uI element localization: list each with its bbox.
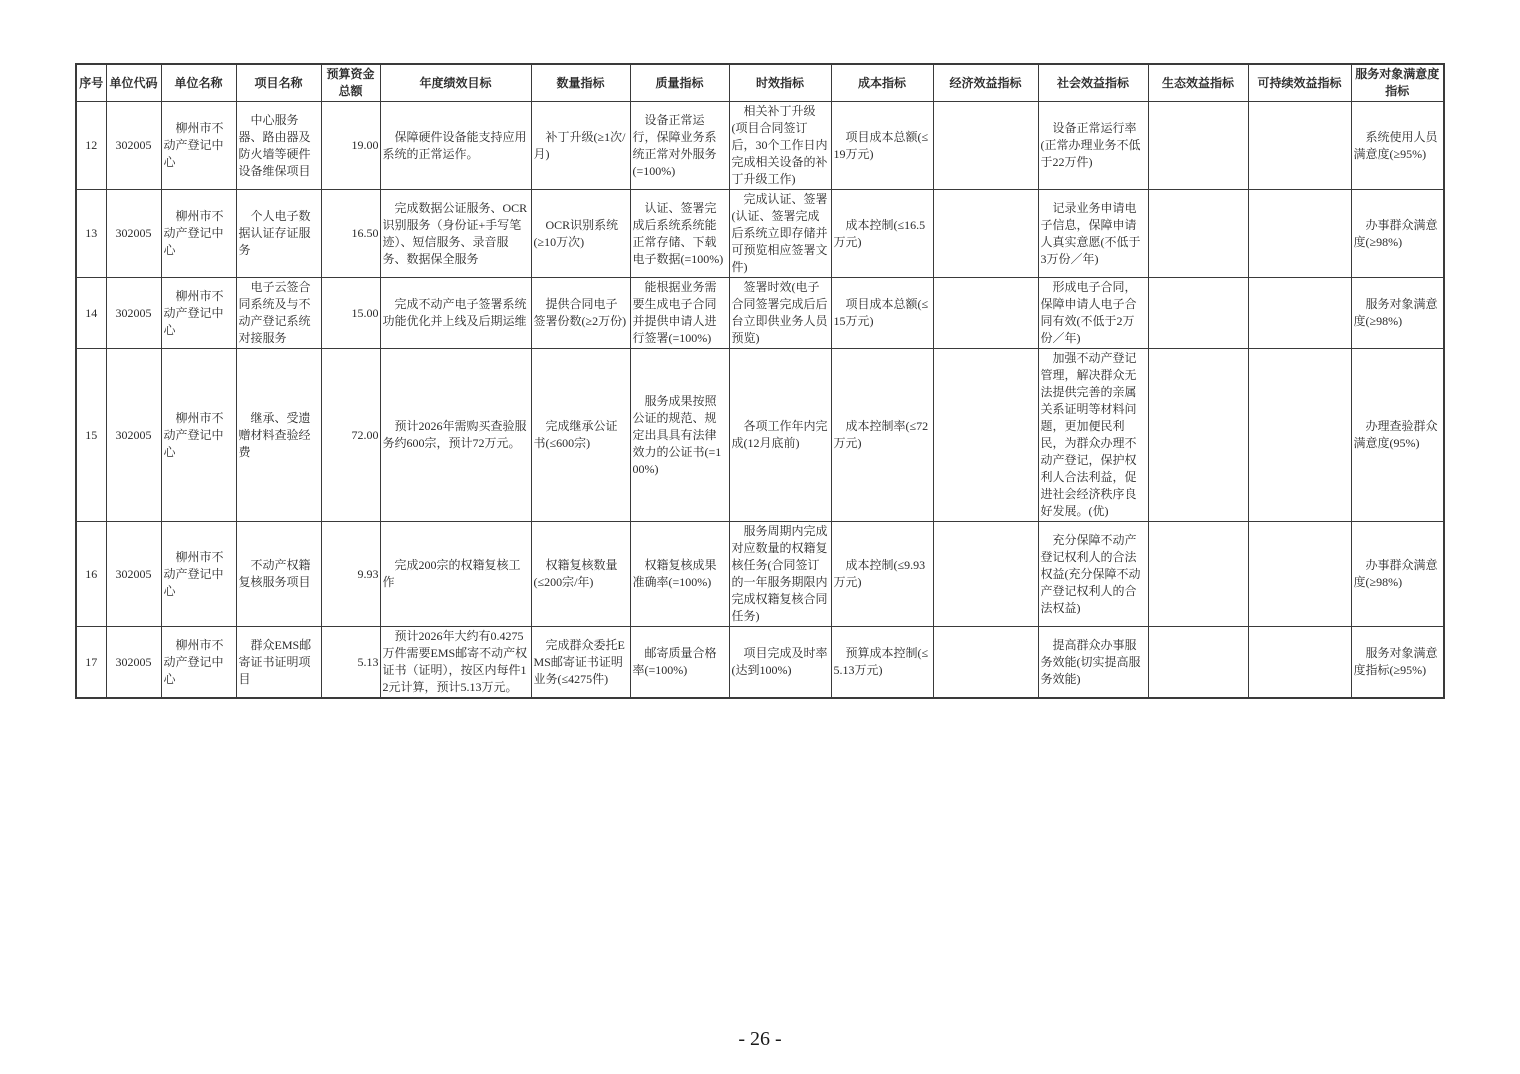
table-cell	[933, 190, 1038, 278]
table-cell: 完成继承公证书(≤600宗)	[531, 349, 630, 522]
table-cell: 保障硬件设备能支持应用系统的正常运作。	[380, 102, 531, 190]
table-cell: 项目成本总额(≤15万元)	[831, 278, 933, 349]
table-cell	[1148, 627, 1248, 699]
table-cell: 个人电子数据认证存证服务	[236, 190, 321, 278]
table-cell: 19.00	[321, 102, 380, 190]
table-cell: 14	[76, 278, 106, 349]
table-row	[76, 349, 1444, 522]
table-cell: 302005	[106, 278, 161, 349]
table-cell	[1248, 190, 1351, 278]
table-cell: 16.50	[321, 190, 380, 278]
table-cell: 设备正常运行率(正常办理业务不低于22万件)	[1038, 102, 1148, 190]
table-cell: 项目成本总额(≤19万元)	[831, 102, 933, 190]
table-cell	[1148, 190, 1248, 278]
table-cell: 完成200宗的权籍复核工作	[380, 522, 531, 627]
table-cell	[1248, 349, 1351, 522]
table-cell: 设备正常运行，保障业务系统正常对外服务(=100%)	[630, 102, 729, 190]
column-header: 数量指标	[531, 64, 630, 102]
table-cell: 302005	[106, 102, 161, 190]
table-cell: 签署时效(电子合同签署完成后后台立即供业务人员预览)	[729, 278, 831, 349]
table-cell: 各项工作年内完成(12月底前)	[729, 349, 831, 522]
table-cell: 系统使用人员满意度(≥95%)	[1351, 102, 1444, 190]
table-cell: 9.93	[321, 522, 380, 627]
table-cell: 完成认证、签署(认证、签署完成后系统立即存储并可预览相应签署文件)	[729, 190, 831, 278]
table-cell: 12	[76, 102, 106, 190]
table-cell: 充分保障不动产登记权利人的合法权益(充分保障不动产登记权利人的合法权益)	[1038, 522, 1148, 627]
table-cell: 相关补丁升级(项目合同签订后，30个工作日内完成相关设备的补丁升级工作)	[729, 102, 831, 190]
table-cell	[1248, 627, 1351, 699]
table-row	[76, 278, 1444, 349]
table-cell: 完成群众委托EMS邮寄证书证明业务(≤4275件)	[531, 627, 630, 699]
table-cell: 15	[76, 349, 106, 522]
table-cell: 项目完成及时率(达到100%)	[729, 627, 831, 699]
table-cell: 72.00	[321, 349, 380, 522]
table-cell: 提高群众办事服务效能(切实提高服务效能)	[1038, 627, 1148, 699]
table-cell: 提供合同电子签署份数(≥2万份)	[531, 278, 630, 349]
table-cell: 邮寄质量合格率(=100%)	[630, 627, 729, 699]
table-cell: 13	[76, 190, 106, 278]
table-cell: 完成不动产电子签署系统功能优化并上线及后期运维	[380, 278, 531, 349]
column-header: 预算资金总额	[321, 64, 380, 102]
column-header: 成本指标	[831, 64, 933, 102]
table-cell	[1148, 522, 1248, 627]
table-row	[76, 522, 1444, 627]
table-cell	[1248, 278, 1351, 349]
table-cell: 预算成本控制(≤5.13万元)	[831, 627, 933, 699]
column-header: 质量指标	[630, 64, 729, 102]
column-header: 社会效益指标	[1038, 64, 1148, 102]
table-cell	[933, 349, 1038, 522]
table-cell: 柳州市不动产登记中心	[161, 522, 236, 627]
table-cell: 15.00	[321, 278, 380, 349]
column-header: 经济效益指标	[933, 64, 1038, 102]
table-cell: 服务周期内完成对应数量的权籍复核任务(合同签订的一年服务期限内完成权籍复核合同任务)	[729, 522, 831, 627]
column-header: 项目名称	[236, 64, 321, 102]
column-header: 序号	[76, 64, 106, 102]
table-cell: 电子云签合同系统及与不动产登记系统对接服务	[236, 278, 321, 349]
table-cell	[1148, 102, 1248, 190]
table-cell: 群众EMS邮寄证书证明项目	[236, 627, 321, 699]
table-cell	[933, 102, 1038, 190]
column-header: 单位代码	[106, 64, 161, 102]
table-cell: 服务对象满意度指标(≥95%)	[1351, 627, 1444, 699]
table-cell: 预计2026年需购买查验服务约600宗，预计72万元。	[380, 349, 531, 522]
table-cell	[1148, 349, 1248, 522]
table-cell: 服务对象满意度(≥98%)	[1351, 278, 1444, 349]
table-cell: 302005	[106, 190, 161, 278]
table-cell: 补丁升级(≥1次/月)	[531, 102, 630, 190]
table-cell: 权籍复核成果准确率(=100%)	[630, 522, 729, 627]
table-cell: 16	[76, 522, 106, 627]
table-cell: 能根据业务需要生成电子合同并提供申请人进行签署(=100%)	[630, 278, 729, 349]
table-cell: 成本控制率(≤72万元)	[831, 349, 933, 522]
table-cell: 不动产权籍复核服务项目	[236, 522, 321, 627]
column-header: 时效指标	[729, 64, 831, 102]
table-cell: 5.13	[321, 627, 380, 699]
table-cell: 柳州市不动产登记中心	[161, 102, 236, 190]
table-cell	[1148, 278, 1248, 349]
table-cell: 办事群众满意度(≥98%)	[1351, 190, 1444, 278]
table-cell: 302005	[106, 522, 161, 627]
column-header: 生态效益指标	[1148, 64, 1248, 102]
table-cell: 17	[76, 627, 106, 699]
table-cell: 柳州市不动产登记中心	[161, 349, 236, 522]
table-cell: 中心服务器、路由器及防火墙等硬件设备维保项目	[236, 102, 321, 190]
page-number: - 26 -	[738, 1028, 782, 1050]
table-cell: OCR识别系统(≥10万次)	[531, 190, 630, 278]
table-row	[76, 102, 1444, 190]
table-row	[76, 190, 1444, 278]
table-cell: 柳州市不动产登记中心	[161, 190, 236, 278]
table-cell: 302005	[106, 349, 161, 522]
table-cell: 柳州市不动产登记中心	[161, 278, 236, 349]
table-cell	[933, 627, 1038, 699]
table-cell: 形成电子合同，保障申请人电子合同有效(不低于2万份／年)	[1038, 278, 1148, 349]
table-cell	[1248, 102, 1351, 190]
column-header: 服务对象满意度指标	[1351, 64, 1444, 102]
table-cell: 柳州市不动产登记中心	[161, 627, 236, 699]
table-header-row	[76, 64, 1444, 102]
column-header: 单位名称	[161, 64, 236, 102]
table-cell: 继承、受遗赠材料查验经费	[236, 349, 321, 522]
table-cell: 成本控制(≤9.93万元)	[831, 522, 933, 627]
table-cell: 预计2026年大约有0.4275万件需要EMS邮寄不动产权证书（证明），按区内每件12元计算，预计5.13万元。	[380, 627, 531, 699]
column-header: 年度绩效目标	[380, 64, 531, 102]
table-row	[76, 627, 1444, 699]
table-cell: 完成数据公证服务、OCR识别服务（身份证+手写笔迹）、短信服务、录音服务、数据保全服务	[380, 190, 531, 278]
table-cell	[933, 522, 1038, 627]
performance-indicators-table	[75, 63, 1445, 699]
table-cell: 办理查验群众满意度(95%)	[1351, 349, 1444, 522]
table-cell: 权籍复核数量(≤200宗/年)	[531, 522, 630, 627]
table-cell: 办事群众满意度(≥98%)	[1351, 522, 1444, 627]
table-cell: 302005	[106, 627, 161, 699]
column-header: 可持续效益指标	[1248, 64, 1351, 102]
table-cell: 成本控制(≤16.5万元)	[831, 190, 933, 278]
table-cell: 加强不动产登记管理，解决群众无法提供完善的亲属关系证明等材料问题，更加便民利民，为群众办理不动产登记，保护权利人合法利益，促进社会经济秩序良好发展。(优)	[1038, 349, 1148, 522]
table-cell	[933, 278, 1038, 349]
table-cell: 服务成果按照公证的规范、规定出具具有法律效力的公证书(=100%)	[630, 349, 729, 522]
table-cell	[1248, 522, 1351, 627]
table-cell: 记录业务申请电子信息，保障申请人真实意愿(不低于3万份／年)	[1038, 190, 1148, 278]
table-cell: 认证、签署完成后系统系统能正常存储、下载电子数据(=100%)	[630, 190, 729, 278]
